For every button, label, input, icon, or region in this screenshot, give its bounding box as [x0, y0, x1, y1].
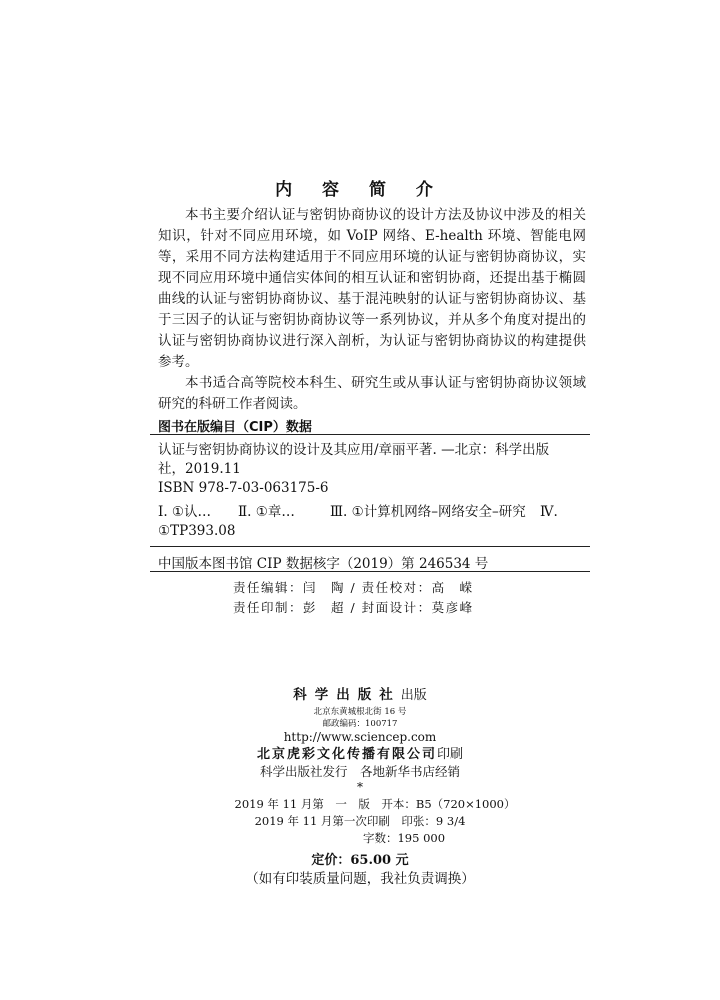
- cip-class-1: Ⅰ. ①认…: [158, 504, 212, 520]
- publisher-suffix: 出版: [400, 688, 427, 703]
- cip-heading: 图书在版编目（CIP）数据: [158, 420, 312, 435]
- publisher-postcode: 邮政编码：100717: [322, 719, 398, 729]
- publisher-url: http://www.sciencep.com: [283, 730, 437, 744]
- edition-line: 2019 年 11 月第 一 版 开本：B5（720×1000）: [234, 797, 516, 811]
- cip-bottom-rule: [150, 571, 590, 572]
- cip-classification: [158, 503, 588, 541]
- publisher-block: [0, 684, 720, 764]
- cip-class-2: Ⅱ. ①章…: [238, 504, 295, 520]
- cip-record-line-2: 社，2019.11: [158, 461, 241, 477]
- abstract-paragraph-1: 本书主要介绍认证与密钥协商协议的设计方法及协议中涉及的相关知识，针对不同应用环境，如 VoIP 网络、E-health 环境、智能电网等，采用不同方法构建适用于不同应用环境的认证与密钥协商协议，实现不同应用环境中通信实体间的相互认证和密钥协商，还提出基于椭圆曲线的认证与密钥协商协议、基于混沌映射的认证与密钥协商协议、基于三因子的认证与密钥协商协议等一系列协议，并从多个角度对提出的认证与密钥协商协议进行深入剖析，为认证与密钥协商协议的构建提供参考。: [158, 207, 586, 370]
- cip-middle-rule: [150, 546, 590, 547]
- print-details: [0, 796, 720, 847]
- publisher-address: 北京东黄城根北街 16 号: [313, 707, 407, 717]
- cip-class-4: Ⅳ.: [540, 504, 558, 520]
- printer-name: 北京虎彩文化传播有限公司: [256, 747, 437, 762]
- wordcount-line: 字数：195 000: [362, 831, 446, 845]
- cip-top-rule: [150, 434, 590, 435]
- quality-notice: （如有印装质量问题，我社负责调换）: [245, 871, 475, 887]
- page-title: 内 容 简 介: [275, 180, 445, 200]
- cip-record: [158, 441, 588, 498]
- printer-suffix: 印刷: [437, 747, 464, 762]
- cip-class-code: ①TP393.08: [158, 523, 236, 539]
- editor-credits: [233, 578, 474, 618]
- separator-star: *: [357, 780, 363, 794]
- cip-class-3: Ⅲ. ①计算机网络–网络安全–研究: [330, 504, 526, 520]
- editor-credits-line-1: 责任编辑：闫 陶 / 责任校对：高 嵘: [233, 580, 474, 595]
- cip-record-line-1: 认证与密钥协商协议的设计及其应用/章丽平著. —北京：科学出版: [158, 442, 550, 458]
- editor-credits-line-2: 责任印制：彭 超 / 封面设计：莫彦峰: [233, 600, 474, 615]
- abstract-paragraph-2: 本书适合高等院校本科生、研究生或从事认证与密钥协商协议领域研究的科研工作者阅读。: [158, 375, 586, 412]
- distribution-line: 科学出版社发行 各地新华书店经销: [259, 764, 460, 779]
- cip-isbn: ISBN 978-7-03-063175-6: [158, 480, 329, 496]
- abstract: [158, 205, 586, 415]
- cip-check-number: 中国版本图书馆 CIP 数据核字（2019）第 246534 号: [158, 556, 489, 572]
- publisher-name: 科学出版社: [293, 687, 401, 703]
- printing-line: 2019 年 11 月第一次印刷 印张：9 3/4: [254, 814, 466, 828]
- price-line: 定价：65.00 元: [311, 853, 409, 868]
